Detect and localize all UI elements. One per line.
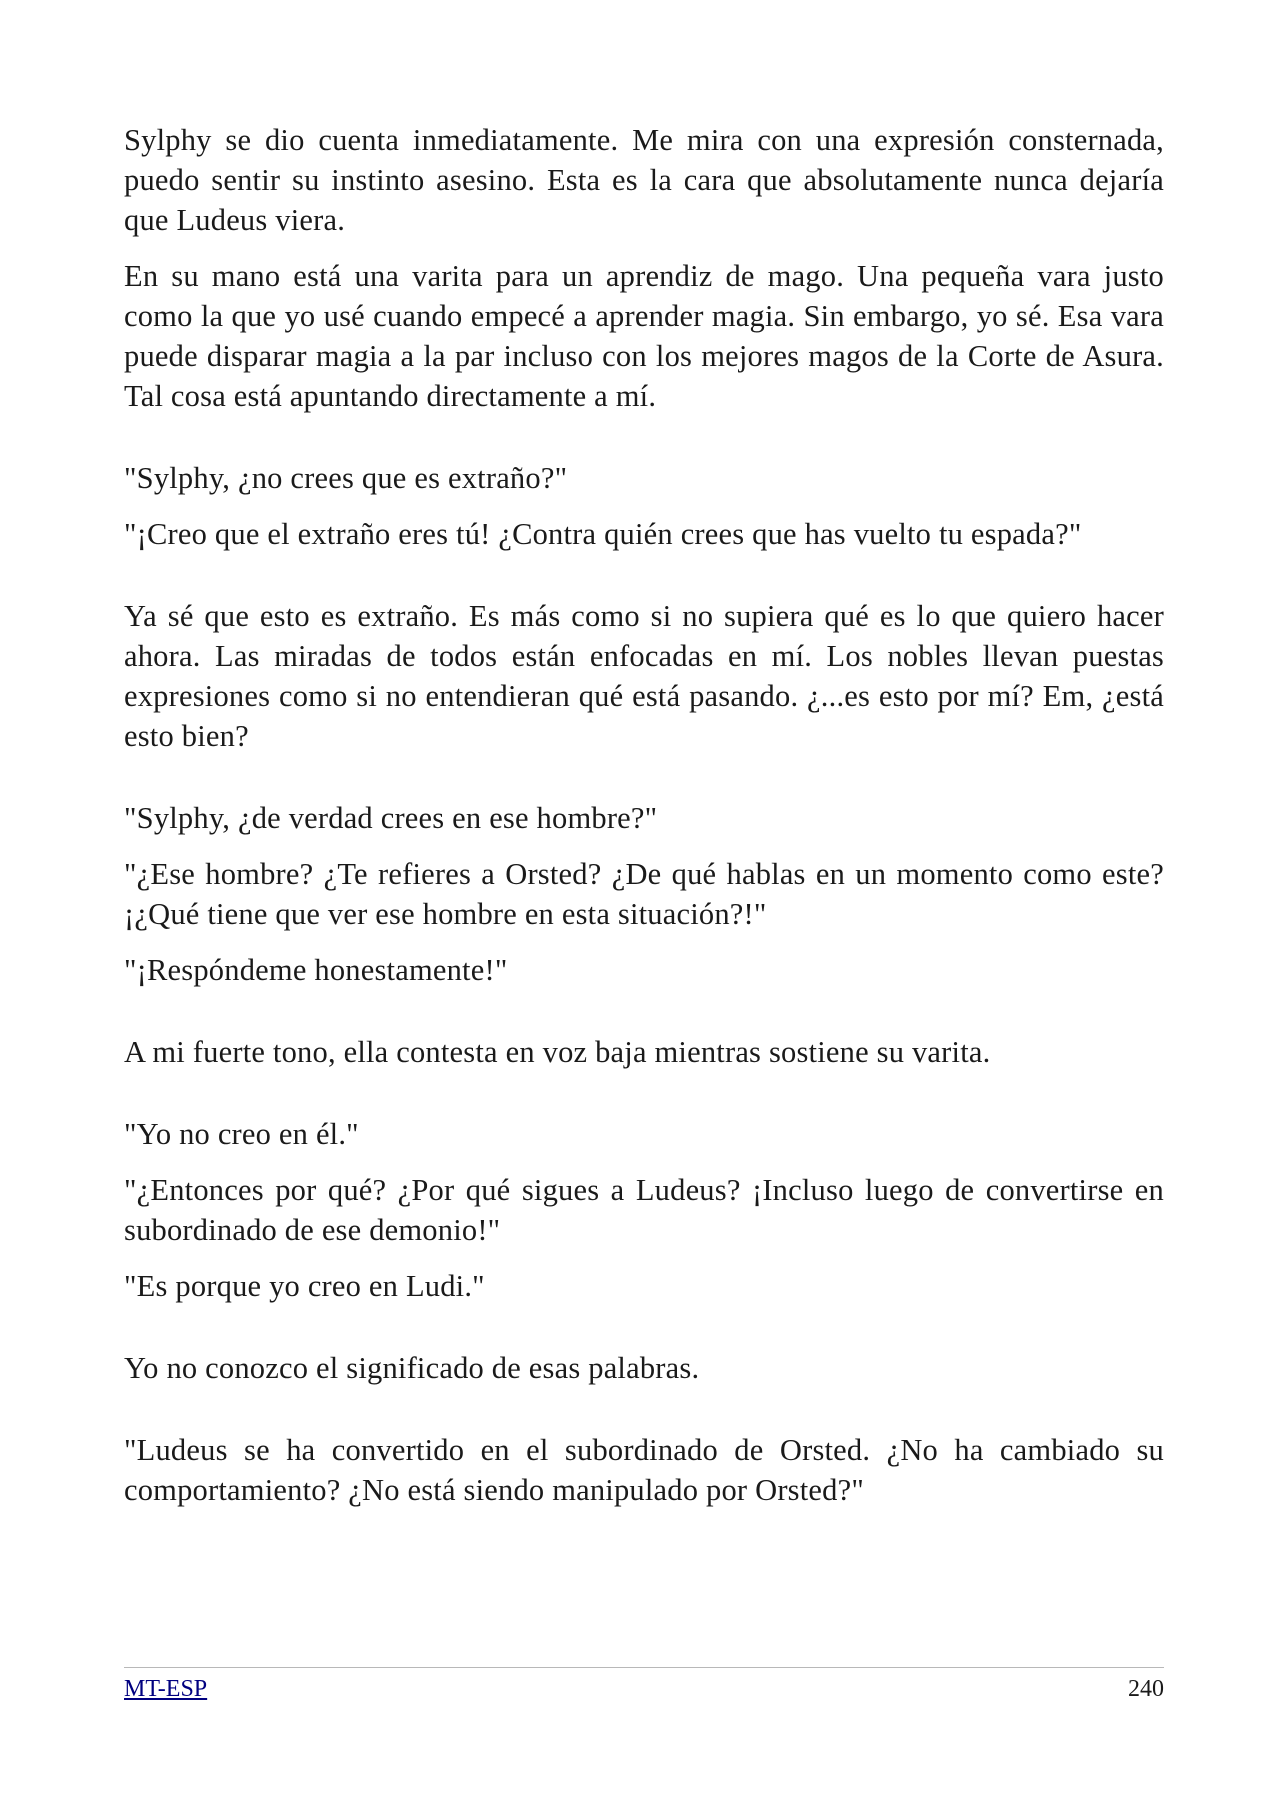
page-number: 240 xyxy=(1128,1676,1164,1702)
source-link[interactable]: MT-ESP xyxy=(124,1676,208,1702)
paragraph: En su mano está una varita para un aprendiz de mago. Una pequeña vara justo como la que yo usé cuando empecé a aprender magia. Sin embargo, yo sé. Esa vara puede disparar magia a la par incluso con los mejores magos de la Corte de Asura. Tal cosa está apuntando directamente a mí. xyxy=(124,259,1164,413)
paragraph: A mi fuerte tono, ella contesta en voz baja mientras sostiene su varita. xyxy=(124,1035,991,1069)
paragraph: Ya sé que esto es extraño. Es más como si no supiera qué es lo que quiero hacer ahora. Las miradas de todos están enfocadas en mí. Los nobles llevan puestas expresiones como si no entendieran qué está pasando. ¿...es esto por mí? Em, ¿está esto bien? xyxy=(124,599,1164,753)
dialogue-line: "¿Entonces por qué? ¿Por qué sigues a Ludeus? ¡Incluso luego de convertirse en subordinado de ese demonio!" xyxy=(124,1173,1164,1247)
dialogue-line: "Sylphy, ¿de verdad crees en ese hombre?" xyxy=(124,801,658,835)
paragraph: Sylphy se dio cuenta inmediatamente. Me mira con una expresión consternada, puedo sentir su instinto asesino. Esta es la cara que absolutamente nunca dejaría que Ludeus viera. xyxy=(124,123,1164,237)
footer-divider xyxy=(124,1667,1164,1668)
dialogue-line: "¡Respóndeme honestamente!" xyxy=(124,953,508,987)
dialogue-line: "Es porque yo creo en Ludi." xyxy=(124,1269,485,1303)
page-body xyxy=(124,120,1164,1510)
dialogue-line: "¡Creo que el extraño eres tú! ¿Contra quién crees que has vuelto tu espada?" xyxy=(124,517,1082,551)
dialogue-line: "Ludeus se ha convertido en el subordinado de Orsted. ¿No ha cambiado su comportamiento? ¿No está siendo manipulado por Orsted?" xyxy=(124,1433,1164,1507)
dialogue-line: "Sylphy, ¿no crees que es extraño?" xyxy=(124,461,568,495)
paragraph: Yo no conozco el significado de esas palabras. xyxy=(124,1351,700,1385)
dialogue-line: "Yo no creo en él." xyxy=(124,1117,359,1151)
dialogue-line: "¿Ese hombre? ¿Te refieres a Orsted? ¿De qué hablas en un momento como este? ¡¿Qué tiene que ver ese hombre en esta situación?!" xyxy=(124,857,1164,931)
page-footer xyxy=(124,1671,1164,1707)
